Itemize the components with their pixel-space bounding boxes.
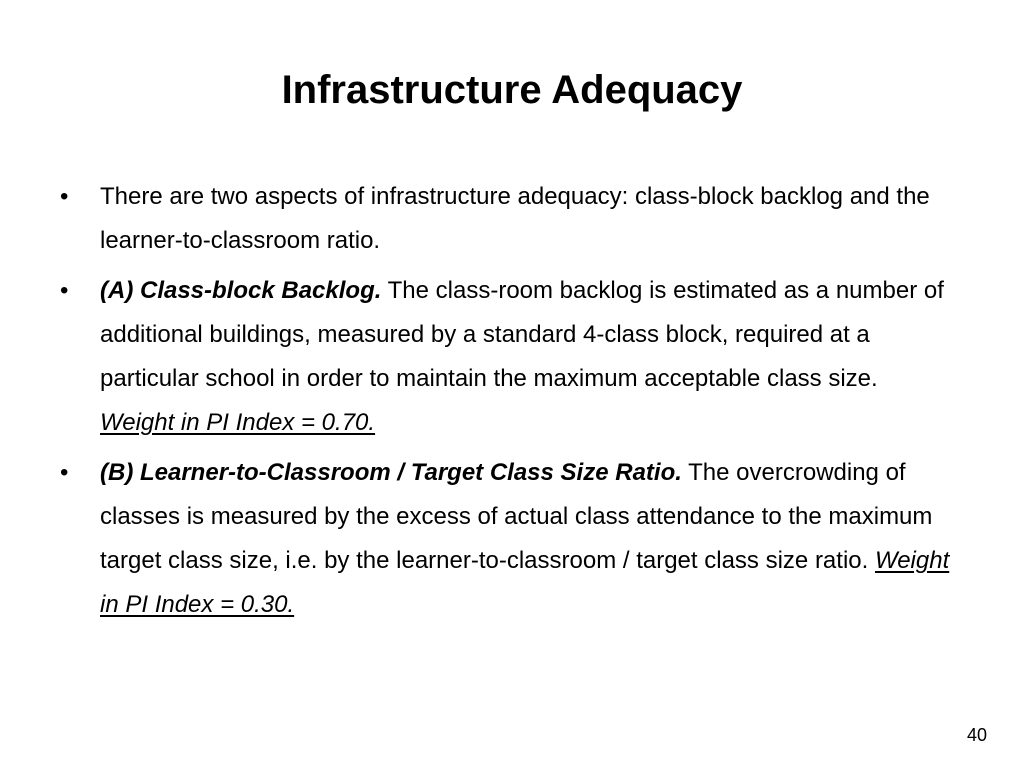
bullet-item-learner-classroom-ratio xyxy=(58,451,958,627)
bullet-item-class-block-backlog xyxy=(58,269,958,445)
bullet-lead: (A) Class-block Backlog. xyxy=(100,277,382,304)
bullet-text: The class-room backlog is estimated as a number of additional buildings, measured by a standard 4-class block, required at a particular school in order to maintain the maximum acceptable class size. xyxy=(100,277,944,392)
slide-title: Infrastructure Adequacy xyxy=(281,68,743,112)
page-number: 40 xyxy=(966,725,987,745)
bullet-text: There are two aspects of infrastructure adequacy: class-block backlog and the learner-to-classroom ratio. xyxy=(100,183,930,254)
bullet-icon: • xyxy=(60,183,69,210)
weight-note: Weight in PI Index = 0.30. xyxy=(100,547,950,618)
bullet-text: The overcrowding of classes is measured by the excess of actual class attendance to the maximum target class size, i.e. by the learner-to-classroom / target class size ratio. xyxy=(100,459,933,574)
bullet-icon: • xyxy=(60,459,69,486)
bullet-lead: (B) Learner-to-Classroom / Target Class Size Ratio. xyxy=(100,459,682,486)
bullet-icon: • xyxy=(60,277,69,304)
bullet-item-aspects xyxy=(58,175,958,263)
weight-note: Weight in PI Index = 0.70. xyxy=(100,409,376,436)
bullet-list xyxy=(58,175,958,633)
